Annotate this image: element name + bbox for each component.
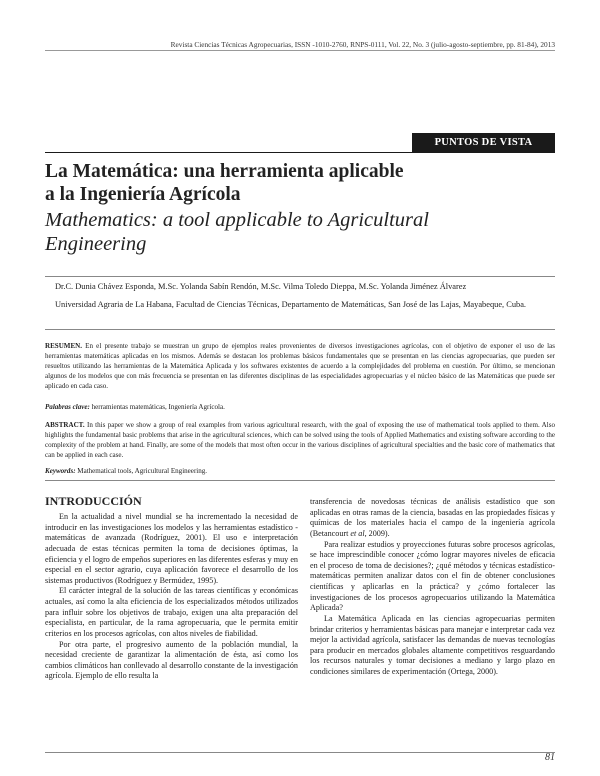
palabras-clave-text: herramientas matemáticas, Ingeniería Agrícola.: [89, 403, 225, 411]
title-spanish: [45, 160, 555, 206]
title-en-line1: Mathematics: a tool applicable to Agricultural: [45, 209, 429, 231]
resumen: [45, 341, 555, 391]
page-number: 81: [545, 752, 555, 763]
right-paragraph-2: Para realizar estudios y proyecciones futuras sobre procesos agrícolas, se hace imprescindible conocer ¿cómo lograr mayores niveles de eficacia en el proceso de toma de decisiones?; ¿qué métodos y técnicas estadístico-matemáticas permiten analizar datos con el fin de obtener conclusiones científicas y aplicarlas en la práctica? y ¿cómo fortalecer las investigaciones de los procesos agropecuarios utilizando la Matemática Aplicada?: [310, 539, 555, 613]
title-rule: [45, 152, 555, 153]
left-column: [45, 512, 298, 682]
left-paragraph-3: Por otra parte, el progresivo aumento de la población mundial, la necesidad creciente de garantizar la alimentación de ésta, así como los cambios climáticos han conllevado al desarrollo constante de la investigación agrícola. Ejemplo de ello resulta la: [45, 639, 298, 681]
title-es-line1: La Matemática: una herramienta aplicable: [45, 161, 404, 182]
abstract-rule: [45, 480, 555, 481]
title-es-line2: a la Ingeniería Agrícola: [45, 184, 241, 205]
abstract: [45, 420, 555, 460]
resumen-label: RESUMEN.: [45, 342, 82, 350]
palabras-clave: [45, 402, 555, 412]
right-paragraph-3: La Matemática Aplicada en las ciencias agropecuarias permiten brindar criterios y herramientas básicas para manejar e interpretar cada vez mejor la actividad agrícola, satisfacer las demandas de nuevas tecnologías para producir en mercados globales altamente competitivos resguardando los recursos naturales y tomar decisiones a mediano y largo plazo en condiciones similares de experimentación (Ortega, 2000).: [310, 613, 555, 676]
title-en-line2: Engineering: [45, 233, 147, 255]
authors: Dr.C. Dunia Chávez Esponda, M.Sc. Yolanda Sabín Rendón, M.Sc. Vilma Toledo Dieppa, M.Sc. Yolanda Jiménez Álvarez: [55, 282, 467, 291]
keywords-label: Keywords:: [45, 467, 76, 475]
right-column: [310, 497, 555, 678]
right-p1-text-b: , 2009).: [364, 528, 390, 538]
affiliation: Universidad Agraria de La Habana, Facultad de Ciencias Técnicas, Departamento de Matemáticas, San José de las Lajas, Mayabeque, Cuba.: [55, 300, 526, 309]
section-badge: PUNTOS DE VISTA: [412, 133, 555, 152]
left-paragraph-1: En la actualidad a nivel mundial se ha incrementado la necesidad de introducir en las investigaciones los modelos y las herramientas estadístico -matemáticas de avanzada (Rodríguez, 2001). El uso e interpretación adecuada de estas técnicas permiten la toma de decisiones óptimas, la eficiencia y el logro de empeños superiores en las diferentes esferas y muy en especial en el sector agrario, cuya aplicación favorece el desarrollo de los sistemas productivos (Rodríguez y Bermúdez, 1995).: [45, 512, 298, 585]
right-paragraph-1: [310, 497, 555, 540]
keywords-text: Mathematical tools, Agricultural Engineering.: [75, 467, 208, 475]
right-p1-text-a: transferencia de novedosas técnicas de análisis estadístico que son aplicadas en otras ramas de la ciencia, basadas en las propiedades físicas y químicas de los materiales hacia el campo de la ingeniería agrícola (Betancourt: [310, 497, 555, 538]
footer-rule: [45, 752, 555, 753]
abstract-text: In this paper we show a group of real examples from various agricultural research, with the goal of exposing the use of mathematical tools applied to them. Also highlights the fundamental basic problems that arise in the agricultural sciences, which can be solved using the tools of Applied Mathematics and existing software according to the complexity of the problem at hand. Finally, are some of the models that most often occur in the various disciplines of agricultural specialties and the basic core of mathematics that can be applied in each case.: [45, 421, 555, 459]
right-p1-etal: et al: [350, 528, 365, 538]
resumen-text: En el presente trabajo se muestran un grupo de ejemplos reales provenientes de diversos investigaciones agrícolas, con el objetivo de exponer el uso de las herramientas matemáticas aplicadas en los mismos. Además se destacan los problemas básicos fundamentales que se presentan en las ciencias agropecuarias, que pueden ser resueltos utilizando las herramientas de la Matemática Aplicada y los softwares existentes de acuerdo a la complejidades del problema en cuestión. Por último, se mencionan algunos de los modelos que con más frecuencia se presentan en las diferentes disciplinas de las especialidades agropecuarias y el núcleo básico de las Matemáticas que puede ser aplicado en cada caso.: [45, 342, 555, 390]
intro-heading: INTRODUCCIÓN: [45, 494, 142, 508]
journal-header: Revista Ciencias Técnicas Agropecuarias, ISSN -1010-2760, RNPS-0111, Vol. 22, No. 3 (julio-agosto-septiembre, pp. 81-84), 2013: [170, 40, 555, 49]
keywords: [45, 466, 555, 476]
header-rule: [45, 50, 555, 51]
left-paragraph-2: El carácter integral de la solución de las tareas científicas y económicas actuales, así como la alta eficiencia de los especializados métodos utilizados para influir sobre los objetivos de trabajo, exigen una alta preparación del especialista, en particular, de la rama agropecuaria, que le permita emitir criterios en los procesos agrícolas, con altos niveles de fiabilidad.: [45, 586, 298, 638]
abstract-label: ABSTRACT.: [45, 421, 85, 429]
palabras-clave-label: Palabras clave:: [45, 403, 90, 411]
title-english: [45, 208, 555, 256]
